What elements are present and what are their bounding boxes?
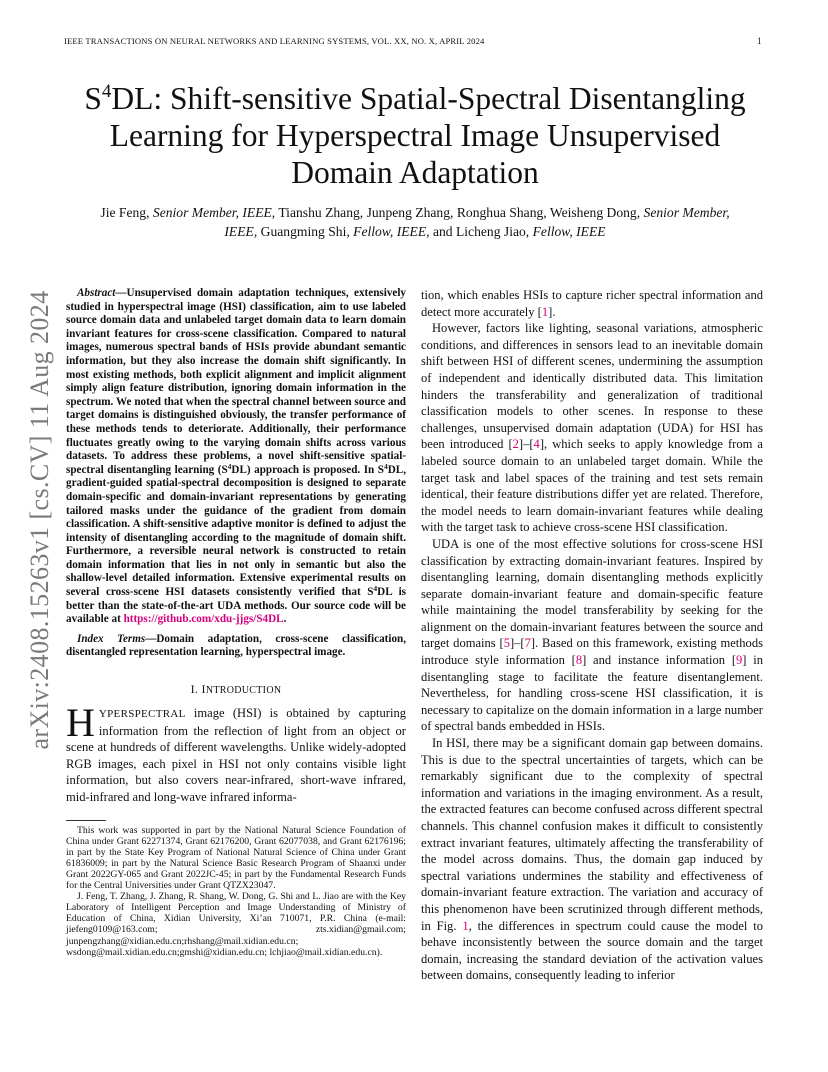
paragraph-text: ]–[ [518,437,534,452]
section-title-first: I [201,682,206,697]
abstract-superscript: 4 [383,461,388,471]
abstract [66,287,406,627]
intro-lead: YPERSPECTRAL [98,708,186,721]
citation-link[interactable]: 4 [533,437,540,452]
paragraph-text: ] in disentangling stage to facilitate the feature disentanglement. Nevertheless, for handling cross-scene HSI classification, it is necessary to capitalize on the domain information in a large number of spectral bands embedded in HSIs. [421,653,763,734]
footnote-divider [66,820,106,821]
index-terms-label: Index Terms [77,632,146,645]
right-column [421,287,763,984]
abstract-text: DL, gradient-guided spatial-spectral decomposition is designed to separate domain-specific and domain-invariant representations by generating tailored masks under the guidance of the gradient from domain classification. A shift-sensitive adaptive monitor is defined to adjust the intensity of disentangling according to the magnitude of domain shift. Furthermore, a reversible neural network is constructed to retain domain information that lies in not only in semantic but also the shallow-level detailed information. Extensive experimental results on several cross-scene HSI datasets consistently verified that S [66,463,406,599]
paragraph-text: ]–[ [509,636,525,651]
page-number: 1 [757,36,762,46]
paragraph-text: tion, which enables HSIs to capture richer spectral information and detect more accurately [ [421,288,763,319]
funding-footnote: This work was supported in part by the National Natural Science Foundation of China under Grant 62271374, Grant 62176200, Grant 62077038, and Grant 62176196; in part by the State Key Program of National Natural Science of China under Grant 61836009; in part by the Natural Science Basic Research Program of Shaanxi under Grant 2022GY-065 and Grant 2022JC-45; in part by the Fundamental Research Funds for the Central Universities under Grant QTZX23047. [66,824,406,892]
figure-link[interactable]: 1 [462,918,469,933]
paragraph-text: UDA is one of the most effective solutions for cross-scene HSI classification by extracting domain-invariant features. Inspired by disentangling learning, domain disentangling methods explicitly separate domain-invariant feature and domain-specific feature while maintaining the model transferability by seeking for the alignment on the domain-invariant features between the source and target domains [ [421,536,763,651]
author-role: Fellow, IEEE [353,223,427,239]
abstract-text: —Unsupervised domain adaptation techniques, extensively studied in hyperspectral image (HSI) classification, aim to use labeled source domain data and unlabeled target domain data to learn domain invariant features for cross-scene classification. Compared to natural images, numerous spectral bands of HSIs provide abundant semantic information, but they also increase the domain shift significantly. In most existing methods, both explicit alignment and implicit alignment simply align feature distribution, ignoring domain information in the spectrum. We noted that when the spectral channel between source and target domains is distinguished obviously, the transfer performance of these methods tends to deteriorate. Additionally, their performance fluctuates greatly owing to the varying domain shifts across various datasets. To address these problems, a novel shift-sensitive spatial-spectral disentangling learning (S [66,287,406,476]
running-head: IEEE TRANSACTIONS ON NEURAL NETWORKS AND LEARNING SYSTEMS, VOL. XX, NO. X, APRIL 2024 [64,36,485,46]
title-rest: DL: Shift-sensitive Spatial-Spectral Disentangling Learning for Hyperspectral Image Unsupervised Domain Adaptation [109,81,746,190]
author-name: , and Licheng Jiao, [426,223,533,239]
affiliation-footnote: J. Feng, T. Zhang, J. Zhang, R. Shang, W. Dong, G. Shi and L. Jiao are with the Key Laboratory of Intelligent Perception and Image Understanding of Ministry of Education of China, Xidian University, Xi’an 710071, P.R. China (e-mail: jiefeng0109@163.com; zts.xidian@gmail.com; junpengzhang@xidian.edu.cn;rhshang@mail.xidian.edu.cn; wsdong@mail.xidian.edu.cn;gmshi@xidian.edu.cn; lchjiao@mail.xidian.edu.cn). [66,891,406,958]
paragraph-text: In HSI, there may be a significant domain gap between domains. This is due to the spectral uncertainties of targets, which can be remarkably significant due to the complexity of spectral information and variations in the imaging environment. As a result, the extracted features can become confused across different spectral channels. This channel confusion makes it difficult to consistently extract invariant features, ultimately affecting the transferability of the model across domains. Thus, the domain gap induced by spectral variations undermines the stability and effectiveness of domain-invariant feature extraction. The variation and accuracy of this phenomenon have been scrutinized through different methods, in Fig. [421,736,763,933]
title-prefix: S [84,81,102,116]
index-terms [66,633,406,660]
source-code-link[interactable]: https://github.com/xdu-jjgs/S4DL [123,613,284,626]
paragraph-text: ], which seeks to apply knowledge from a labeled source domain to an unlabeled target domain. While the target task and label spaces of the training and test sets remain identical, their feature distributions differ yet are related. Therefore, the model needs to learn domain-invariant features while dealing with the target task to achieve cross-scene HSI classification. [421,437,763,535]
author-role: Fellow, IEEE [532,223,606,239]
section-heading [66,682,406,697]
abstract-end: . [283,613,287,626]
paragraph-text: However, factors like lighting, seasonal variations, atmospheric conditions, and differences in sensors lead to an inevitable domain shift between HSI of different scenes, undermining the assumption of independent and identically distributed data. This limitation hinders the transferability and generalization of traditional classification models to other scenes. In response to these challenges, unsupervised domain adaptation (UDA) for HSI has been introduced [ [421,321,763,452]
left-column [66,287,406,958]
body-paragraph [421,735,763,984]
arxiv-identifier: arXiv:2408.15263v1 [cs.CV] 11 Aug 2024 [25,290,54,750]
author-name: Guangming Shi, [257,223,354,239]
intro-text: image (HSI) is obtained by capturing information from the reflection of light from an object or scene at hundreds of different wavelengths. Unlike widely-adopted RGB images, each pixel in HSI not only contains visible light information, but also covers near-infrared, short-wave infrared, mid-infrared and long-wave infrared informa- [66,706,406,804]
paragraph-text: ] and instance information [ [582,653,736,668]
citation-link[interactable]: 7 [524,636,531,651]
abstract-text: DL is better than the state-of-the-art UDA methods. Our source code will be available at [66,586,407,626]
section-title-rest: NTRODUCTION [205,685,282,697]
abstract-label: Abstract [77,287,116,299]
body-paragraph [421,536,763,735]
author-role: Senior Member, IEEE, [152,205,276,220]
paragraph-text: ]. [548,304,556,319]
author-role: Senior Member, IEEE, [224,205,730,239]
section-numeral: I. [190,682,199,697]
citation-link[interactable]: 9 [736,653,743,668]
citation-link[interactable]: 1 [541,304,549,319]
citation-link[interactable]: 5 [503,636,510,651]
abstract-superscript: 4 [227,461,232,471]
paragraph-text: ]. Based on this framework, existing methods introduce style information [ [421,636,763,668]
abstract-text: DL) approach is proposed. In S [231,463,384,476]
abstract-superscript: 4 [373,584,378,594]
paragraph-text: , the differences in spectrum could cause the model to behave inconsistently between the source domain and the target domain, increasing the standard deviation of the activation values between domains, consequently leading to inferior [421,918,763,983]
paper-title [60,80,770,191]
author-list [100,204,730,241]
citation-link[interactable]: 2 [512,437,519,452]
author-name: Tianshu Zhang, Junpeng Zhang, Ronghua Shang, Weisheng Dong, [275,205,644,220]
drop-cap: H [66,700,95,746]
citation-link[interactable]: 8 [575,653,583,668]
body-paragraph [421,287,763,320]
intro-paragraph [66,700,406,806]
author-name: Jie Feng, [100,205,153,220]
title-superscript: 4 [101,81,112,102]
index-terms-text: —Domain adaptation, cross-scene classification, disentangled representation learning, hyperspectral image. [66,632,407,659]
body-paragraph [421,320,763,536]
